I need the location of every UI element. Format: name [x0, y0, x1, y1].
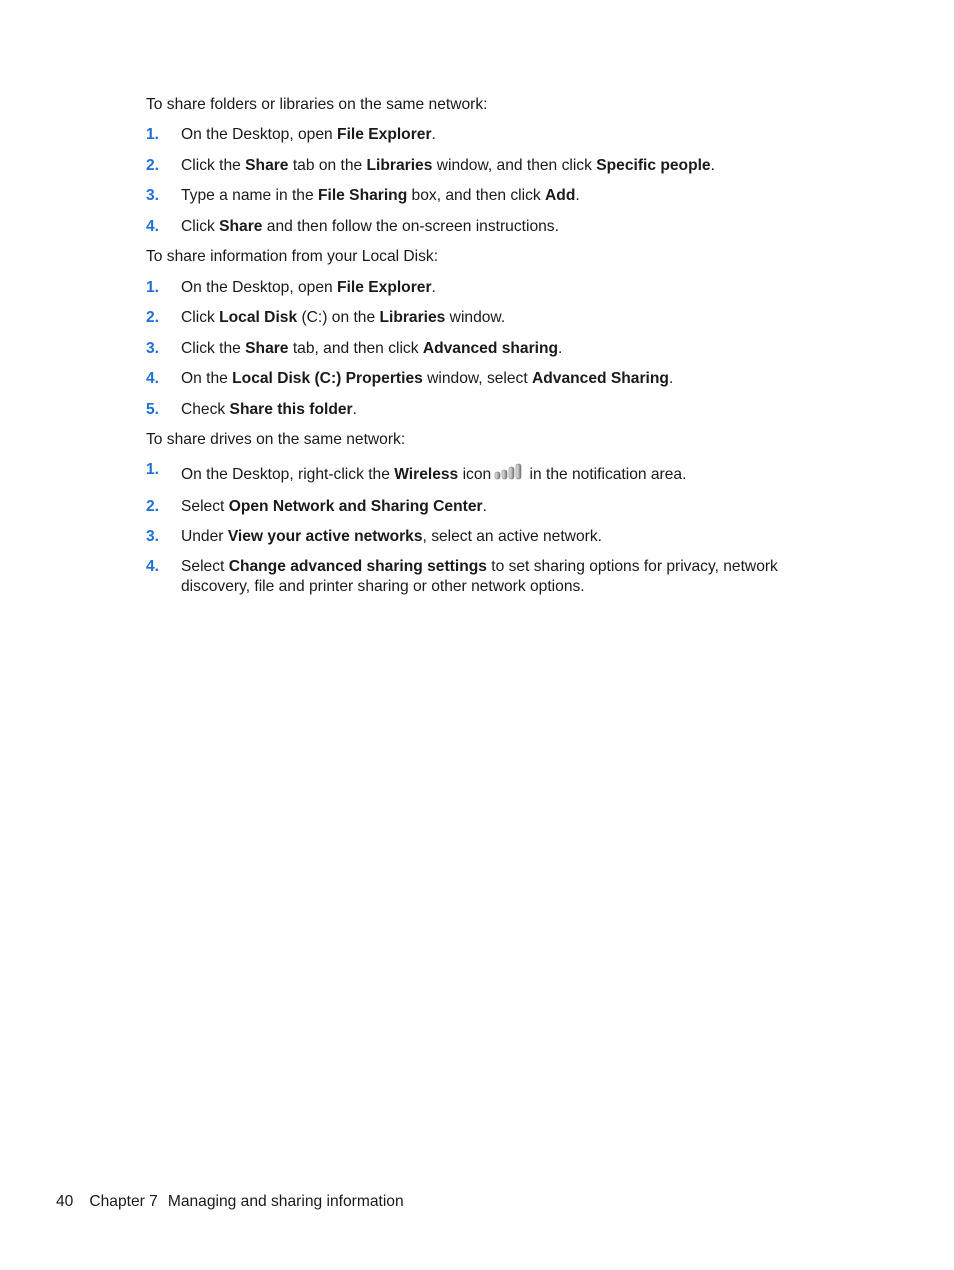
step-text: On the Local Disk (C:) Properties window, select Advanced Sharing.	[181, 370, 674, 387]
step-text: On the Desktop, open File Explorer.	[181, 279, 436, 296]
step-text: Select Open Network and Sharing Center.	[181, 498, 487, 515]
step-number: 1.	[146, 126, 160, 143]
step-text: Check Share this folder.	[181, 401, 357, 418]
section-1-intro: To share folders or libraries on the same network:	[146, 96, 488, 113]
step-number: 2.	[146, 157, 160, 174]
step-number: 4.	[146, 558, 160, 575]
step-number: 1.	[146, 461, 160, 478]
step-number: 1.	[146, 279, 160, 296]
page-number: 40	[56, 1193, 74, 1210]
step-text: Under View your active networks, select an active network.	[181, 528, 602, 545]
step-number: 4.	[146, 218, 160, 235]
step-number: 4.	[146, 370, 160, 387]
step-number: 3.	[146, 187, 160, 204]
wireless-signal-icon	[494, 462, 522, 486]
section-2-intro: To share information from your Local Disk:	[146, 248, 439, 265]
step-text: On the Desktop, right-click the Wireless icon in the notification area.	[181, 463, 801, 487]
step-number: 3.	[146, 528, 160, 545]
chapter-label: Chapter 7	[89, 1193, 158, 1210]
page-footer	[56, 1192, 420, 1212]
step-text: Select Change advanced sharing settings to set sharing options for privacy, network discovery, file and printer sharing or other network options.	[181, 558, 778, 595]
step-number: 5.	[146, 401, 160, 418]
step-number: 2.	[146, 498, 160, 515]
step-text: Click Share and then follow the on-screen instructions.	[181, 218, 559, 235]
step-text: Type a name in the File Sharing box, and then click Add.	[181, 187, 580, 204]
step-text: On the Desktop, open File Explorer.	[181, 126, 436, 143]
section-3-intro: To share drives on the same network:	[146, 431, 406, 448]
step-text: Click Local Disk (C:) on the Libraries window.	[181, 309, 506, 326]
step-text: Click the Share tab, and then click Advanced sharing.	[181, 340, 563, 357]
step-number: 3.	[146, 340, 160, 357]
step-number: 2.	[146, 309, 160, 326]
chapter-title: Managing and sharing information	[167, 1193, 404, 1210]
step-text: Click the Share tab on the Libraries window, and then click Specific people.	[181, 157, 715, 174]
